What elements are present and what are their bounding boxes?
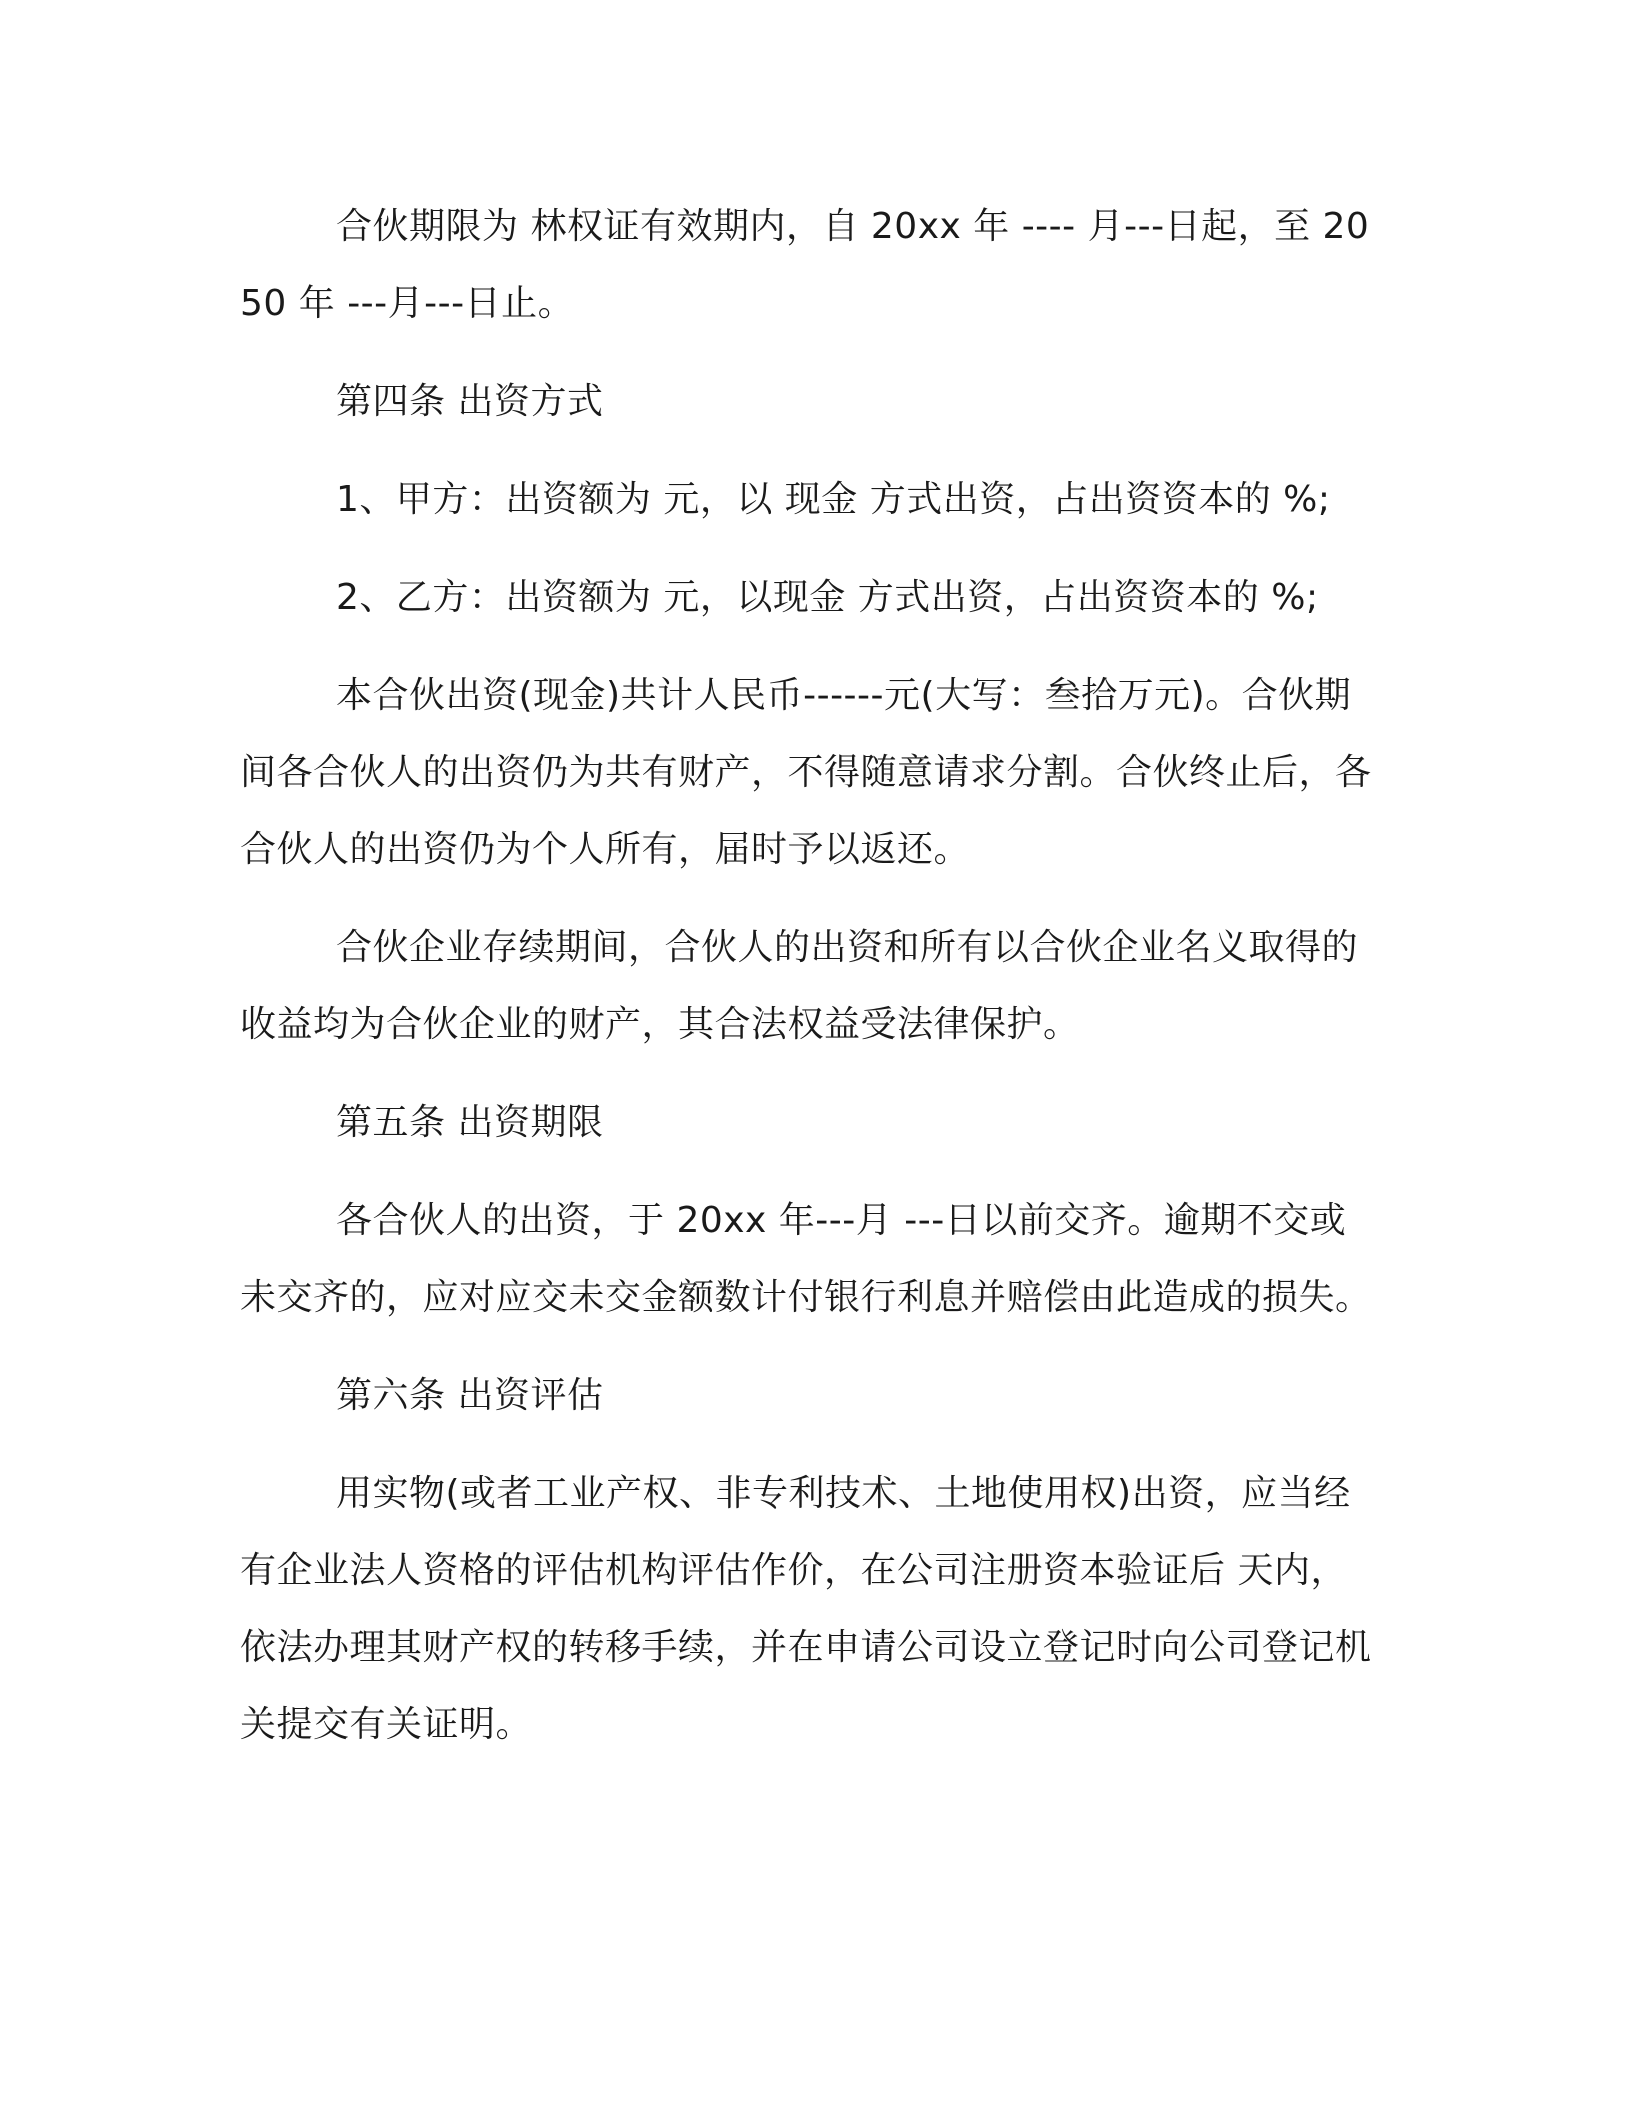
heading-article-4: 第四条 出资方式 (336, 381, 604, 422)
paragraph-partnership-property: 合伙企业存续期间，合伙人的出资和所有以合伙企业名义取得的收益均为合伙企业的财产，其合法权益受法律保护。 (240, 927, 1359, 1045)
document-body (240, 188, 1380, 1784)
heading-article-6: 第六条 出资评估 (336, 1375, 604, 1416)
heading-article-5: 第五条 出资期限 (336, 1102, 604, 1143)
paragraph-party-a-contribution: 1、甲方：出资额为 元，以 现金 方式出资，占出资资本的 %; (336, 479, 1331, 520)
paragraph-contribution-valuation: 用实物(或者工业产权、非专利技术、土地使用权)出资，应当经有企业法人资格的评估机构评估作价，在公司注册资本验证后 天内，依法办理其财产权的转移手续，并在申请公司设立登记时向公司登记机关提交有关证明。 (240, 1473, 1372, 1745)
paragraph-partnership-term: 合伙期限为 林权证有效期内，自 20xx 年 ---- 月---日起，至 2050 年 ---月---日止。 (240, 206, 1370, 324)
paragraph-total-contribution: 本合伙出资(现金)共计人民币------元(大写：叁拾万元)。合伙期间各合伙人的出资仍为共有财产，不得随意请求分割。合伙终止后，各合伙人的出资仍为个人所有，届时予以返还。 (240, 675, 1372, 870)
paragraph-contribution-deadline: 各合伙人的出资，于 20xx 年---月 ---日以前交齐。逾期不交或未交齐的，应对应交未交金额数计付银行利息并赔偿由此造成的损失。 (240, 1200, 1372, 1318)
paragraph-party-b-contribution: 2、乙方：出资额为 元，以现金 方式出资，占出资资本的 %; (336, 577, 1319, 618)
